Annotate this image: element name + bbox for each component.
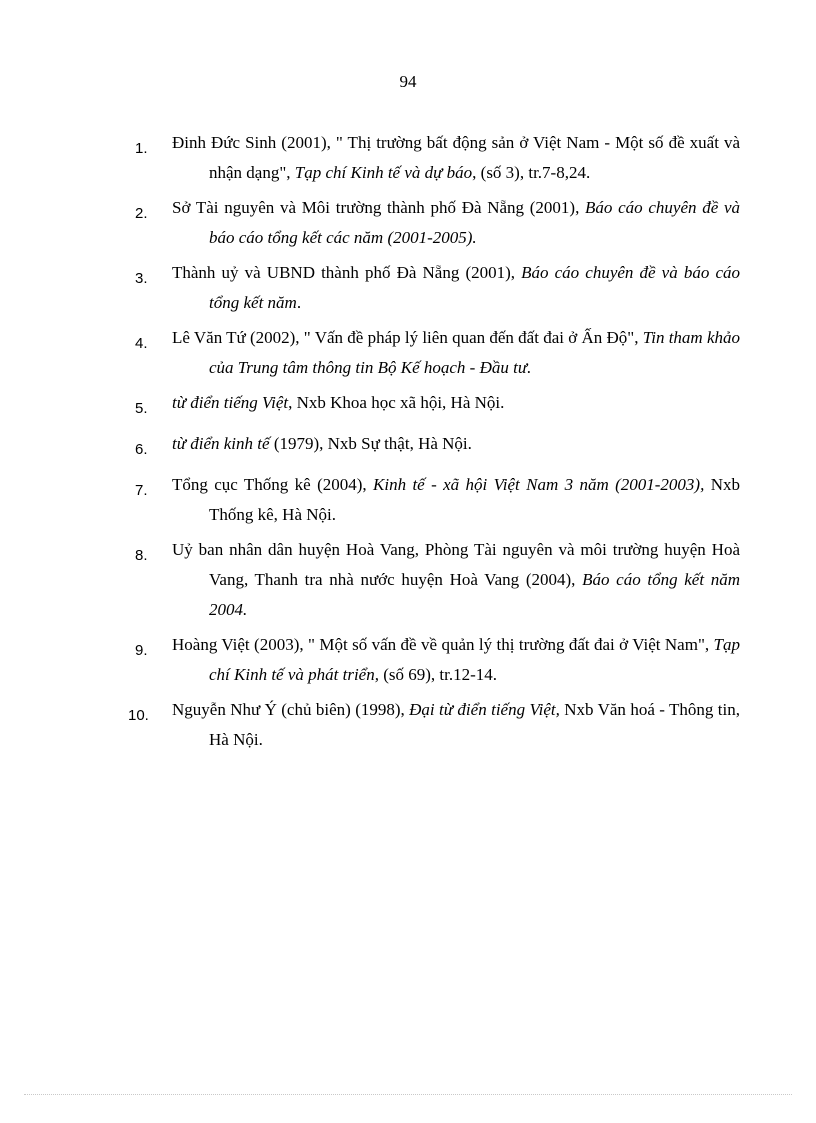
- reference-item: [128, 695, 740, 755]
- reference-item: [128, 388, 740, 424]
- reference-segment: (1979), Nxb Sự thật, Hà Nội.: [269, 434, 472, 453]
- reference-item: [128, 193, 740, 253]
- reference-text: [172, 630, 740, 690]
- reference-italic-segment: Tạp chí Kinh tế và phát triển,: [209, 635, 740, 684]
- reference-segment: Nxb Văn hoá - Thông tin, Hà Nội.: [209, 700, 740, 749]
- reference-segment: Nguyễn Như Ý (chủ biên) (1998),: [172, 700, 410, 719]
- reference-text: [172, 429, 740, 459]
- reference-text: [172, 258, 740, 318]
- reference-segment: Thành uỷ và UBND thành phố Đà Nẵng (2001),: [172, 263, 522, 282]
- reference-italic-segment: Đại từ điển tiếng Việt,: [409, 700, 560, 719]
- reference-italic-segment: Tạp chí Kinh tế và dự báo: [294, 163, 473, 182]
- reference-text: [172, 695, 740, 755]
- reference-number: 3.: [135, 270, 148, 287]
- reference-segment: (số 69), tr.12-14.: [378, 665, 498, 684]
- reference-segment: Nxb Thống kê, Hà Nội.: [209, 475, 740, 524]
- reference-italic-segment: Báo cáo tổng kết năm 2004.: [209, 570, 740, 619]
- reference-segment: Hoàng Việt (2003), " Một số vấn đề về quản lý thị trường đất đai ở Việt Nam",: [172, 635, 714, 654]
- reference-segment: Uỷ ban nhân dân huyện Hoà Vang, Phòng Tài nguyên và môi trường huyện Hoà Vang, Thanh tra nhà nước huyện Hoà Vang (2004),: [172, 540, 740, 589]
- reference-segment: Sở Tài nguyên và Môi trường thành phố Đà Nẵng (2001),: [172, 198, 586, 217]
- reference-number: 9.: [135, 642, 148, 659]
- reference-number: 2.: [135, 205, 148, 222]
- reference-item: [128, 429, 740, 465]
- reference-text: [172, 535, 740, 625]
- reference-italic-segment: từ điển tiếng Việt: [172, 393, 289, 412]
- reference-text: [172, 470, 740, 530]
- reference-italic-segment: từ điển kinh tế: [172, 434, 270, 453]
- reference-item: [128, 323, 740, 383]
- reference-list: [128, 128, 740, 760]
- reference-number: 5.: [135, 400, 148, 417]
- reference-italic-segment: Báo cáo chuyên đề và báo cáo tổng kết năm: [209, 263, 740, 312]
- reference-item: [128, 630, 740, 690]
- reference-italic-segment: Tin tham khảo của Trung tâm thông tin Bộ Kế hoạch - Đầu tư.: [209, 328, 740, 377]
- reference-number: 10.: [128, 707, 149, 724]
- reference-segment: .: [296, 293, 302, 312]
- bottom-divider: [24, 1094, 792, 1095]
- reference-item: [128, 535, 740, 625]
- reference-segment: Đinh Đức Sinh (2001), " Thị trường bất động sản ở Việt Nam - Một số đề xuất và nhận dạng",: [172, 133, 740, 182]
- reference-text: [172, 388, 740, 418]
- reference-italic-segment: Báo cáo chuyên đề và báo cáo tổng kết các năm (2001-2005).: [209, 198, 740, 247]
- reference-item: [128, 128, 740, 188]
- reference-number: 6.: [135, 441, 148, 458]
- reference-text: [172, 128, 740, 188]
- reference-text: [172, 323, 740, 383]
- reference-segment: Lê Văn Tứ (2002), " Vấn đề pháp lý liên quan đến đất đai ở Ấn Độ",: [172, 328, 643, 347]
- reference-italic-segment: Kinh tế - xã hội Việt Nam 3 năm (2001-2003),: [373, 475, 705, 494]
- reference-item: [128, 470, 740, 530]
- reference-segment: , (số 3), tr.7-8,24.: [472, 163, 591, 182]
- reference-text: [172, 193, 740, 253]
- reference-number: 7.: [135, 482, 148, 499]
- reference-number: 8.: [135, 547, 148, 564]
- reference-number: 1.: [135, 140, 148, 157]
- reference-number: 4.: [135, 335, 148, 352]
- reference-segment: , Nxb Khoa học xã hội, Hà Nội.: [288, 393, 505, 412]
- page-number: 94: [399, 72, 417, 91]
- reference-item: [128, 258, 740, 318]
- reference-segment: Tổng cục Thống kê (2004),: [172, 475, 374, 494]
